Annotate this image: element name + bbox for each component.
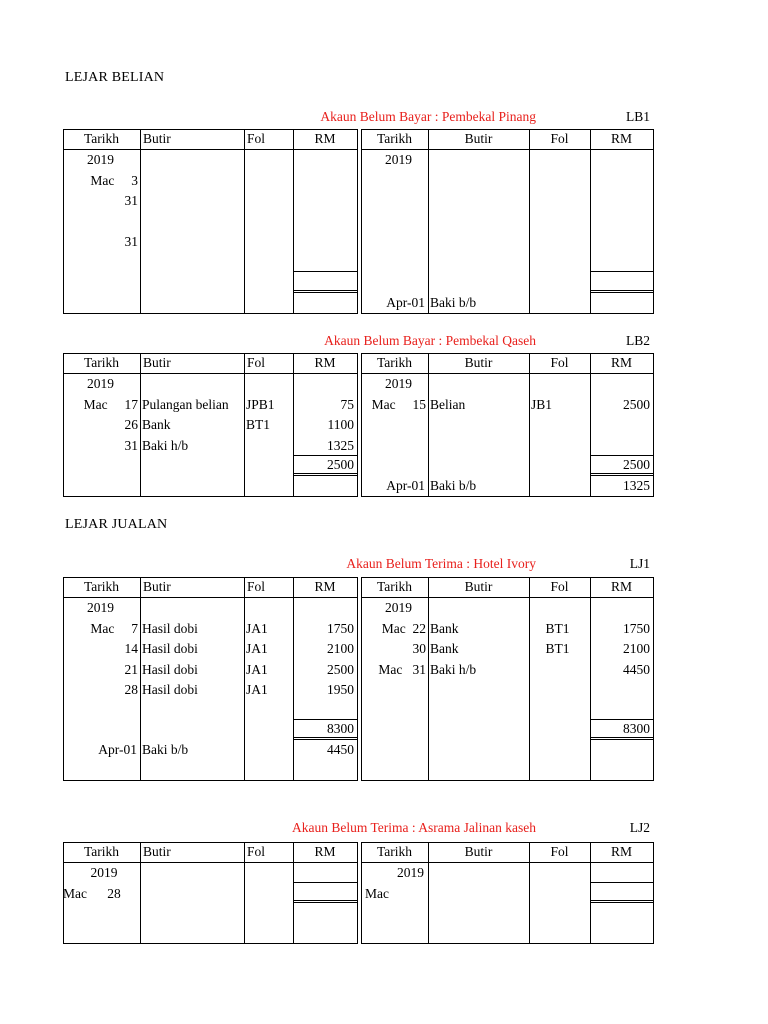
double-line	[590, 902, 653, 903]
col-header-tarikh: Tarikh	[83, 131, 120, 146]
ledger-title: Akaun Belum Bayar : Pembekal Pinang	[320, 109, 536, 124]
date-cell: Mac 17	[83, 396, 138, 412]
date-cell: 30	[412, 641, 426, 656]
col-header-fol: Fol	[247, 844, 266, 859]
col-header-rm: RM	[610, 579, 632, 594]
total-line	[590, 271, 653, 272]
total-amount: 2500	[623, 457, 650, 472]
ledger-title: Akaun Belum Terima : Hotel Ivory	[346, 556, 536, 571]
col-header-butir: Butir	[464, 355, 493, 370]
date-cell: 26	[124, 417, 138, 432]
date-cell: 31	[124, 437, 138, 453]
date-cell: Mac 28	[63, 885, 121, 901]
details-cell: Bank	[430, 620, 459, 636]
double-line	[293, 292, 357, 293]
column-divider	[140, 842, 141, 944]
date-cell: 2019	[385, 152, 412, 167]
col-header-tarikh: Tarikh	[83, 355, 120, 370]
double-line	[590, 900, 653, 901]
col-header-rm: RM	[610, 131, 632, 146]
ledger-code: LJ1	[629, 556, 650, 571]
col-header-butir: Butir	[464, 131, 493, 146]
details-cell: Hasil dobi	[142, 620, 198, 636]
date-cell: 2019	[87, 376, 114, 391]
details-cell: Pulangan belian	[142, 396, 229, 412]
col-header-fol: Fol	[550, 355, 569, 370]
date-cell: 2019	[87, 600, 114, 615]
date-cell: 2019	[385, 376, 412, 391]
col-header-tarikh: Tarikh	[83, 844, 120, 859]
balance-amount: 1325	[623, 478, 650, 493]
ledger-code: LB2	[625, 333, 650, 348]
folio-cell: JPB1	[246, 396, 275, 412]
amount-cell: 2500	[623, 396, 650, 412]
amount-cell: 1750	[623, 620, 650, 636]
col-header-fol: Fol	[247, 355, 266, 370]
double-line	[590, 292, 653, 293]
column-divider	[590, 129, 591, 314]
details-cell: Baki h/b	[142, 437, 189, 453]
total-amount: 8300	[327, 721, 354, 736]
date-cell: Mac 7	[90, 620, 138, 636]
details-cell: Bank	[142, 417, 171, 432]
amount-cell: 2500	[327, 661, 354, 677]
folio-cell: JA1	[246, 661, 268, 677]
folio-cell: BT1	[545, 620, 570, 636]
balance-details: Baki b/b	[430, 478, 477, 493]
column-divider	[244, 353, 245, 497]
double-line	[293, 475, 357, 476]
date-cell: Mac 31	[378, 661, 426, 677]
col-header-butir: Butir	[143, 355, 171, 370]
column-divider	[529, 577, 530, 781]
col-header-tarikh: Tarikh	[376, 579, 413, 594]
date-cell: 21	[124, 661, 138, 677]
col-header-butir: Butir	[143, 131, 171, 146]
ledger-title: Akaun Belum Terima : Asrama Jalinan kaseh	[292, 820, 536, 835]
amount-cell: 2100	[623, 641, 650, 656]
col-header-fol: Fol	[550, 844, 569, 859]
folio-cell: JB1	[531, 396, 553, 412]
date-cell: 31	[124, 193, 138, 208]
col-header-rm: RM	[610, 355, 632, 370]
col-header-fol: Fol	[247, 131, 266, 146]
amount-cell: 2100	[327, 641, 354, 656]
amount-cell: 1950	[327, 682, 354, 697]
amount-cell: 1750	[327, 620, 354, 636]
balance-date: Apr-01	[386, 478, 425, 493]
details-cell: Baki h/b	[430, 661, 477, 677]
date-cell: 14	[124, 641, 138, 656]
col-header-rm: RM	[314, 131, 336, 146]
total-amount: 2500	[327, 457, 354, 472]
col-header-butir: Butir	[464, 844, 493, 859]
col-header-butir: Butir	[143, 844, 171, 859]
column-divider	[244, 129, 245, 314]
date-cell: 2019	[385, 600, 412, 615]
total-line	[590, 882, 653, 883]
column-divider	[293, 129, 294, 314]
date-cell: 2019	[87, 152, 114, 167]
double-line	[590, 739, 653, 740]
balance-details: Baki b/b	[430, 295, 477, 310]
amount-cell: 75	[340, 396, 354, 412]
col-header-fol: Fol	[247, 579, 266, 594]
details-cell: Hasil dobi	[142, 682, 198, 697]
details-cell: Belian	[430, 396, 466, 412]
col-header-tarikh: Tarikh	[376, 355, 413, 370]
date-cell: 2019	[397, 865, 424, 880]
total-amount: 8300	[623, 721, 650, 736]
ledger-title: Akaun Belum Bayar : Pembekal Qaseh	[324, 333, 536, 348]
col-header-butir: Butir	[143, 579, 171, 594]
col-header-butir: Butir	[464, 579, 493, 594]
col-header-tarikh: Tarikh	[376, 844, 413, 859]
col-header-rm: RM	[610, 844, 632, 859]
date-cell: 28	[124, 682, 138, 697]
balance-date: Apr-01	[386, 295, 425, 310]
balance-amount: 4450	[327, 742, 354, 757]
double-line	[293, 900, 357, 901]
total-line	[293, 882, 357, 883]
date-cell: Mac	[365, 885, 389, 901]
col-header-rm: RM	[314, 844, 336, 859]
folio-cell: BT1	[246, 417, 271, 432]
amount-cell: 4450	[623, 661, 650, 677]
col-header-fol: Fol	[550, 131, 569, 146]
double-line	[293, 290, 357, 291]
folio-cell: JA1	[246, 641, 268, 656]
column-divider	[529, 353, 530, 497]
amount-cell: 1325	[327, 437, 354, 453]
date-cell: 2019	[90, 865, 118, 880]
heading-lejar-belian: LEJAR BELIAN	[65, 70, 165, 85]
date-cell: Mac 22	[381, 620, 426, 636]
col-header-rm: RM	[314, 355, 336, 370]
date-cell: Mac 3	[90, 172, 138, 188]
col-header-tarikh: Tarikh	[83, 579, 120, 594]
details-cell: Hasil dobi	[142, 661, 198, 677]
ledger-code: LB1	[625, 109, 650, 124]
date-cell: 31	[124, 234, 138, 249]
folio-cell: JA1	[246, 682, 268, 697]
double-line	[293, 902, 357, 903]
ledger-code: LJ2	[629, 820, 650, 835]
balance-date: Apr-01	[98, 742, 137, 757]
col-header-rm: RM	[314, 579, 336, 594]
column-divider	[529, 129, 530, 314]
double-line	[590, 290, 653, 291]
total-line	[293, 271, 357, 272]
date-cell: Mac 15	[371, 396, 426, 412]
details-cell: Hasil dobi	[142, 641, 198, 656]
folio-cell: JA1	[246, 620, 268, 636]
heading-lejar-jualan: LEJAR JUALAN	[65, 517, 168, 532]
details-cell: Bank	[430, 641, 459, 656]
balance-details: Baki b/b	[142, 742, 189, 757]
col-header-fol: Fol	[550, 579, 569, 594]
amount-cell: 1100	[327, 417, 354, 432]
col-header-tarikh: Tarikh	[376, 131, 413, 146]
folio-cell: BT1	[545, 641, 570, 656]
column-divider	[244, 577, 245, 781]
